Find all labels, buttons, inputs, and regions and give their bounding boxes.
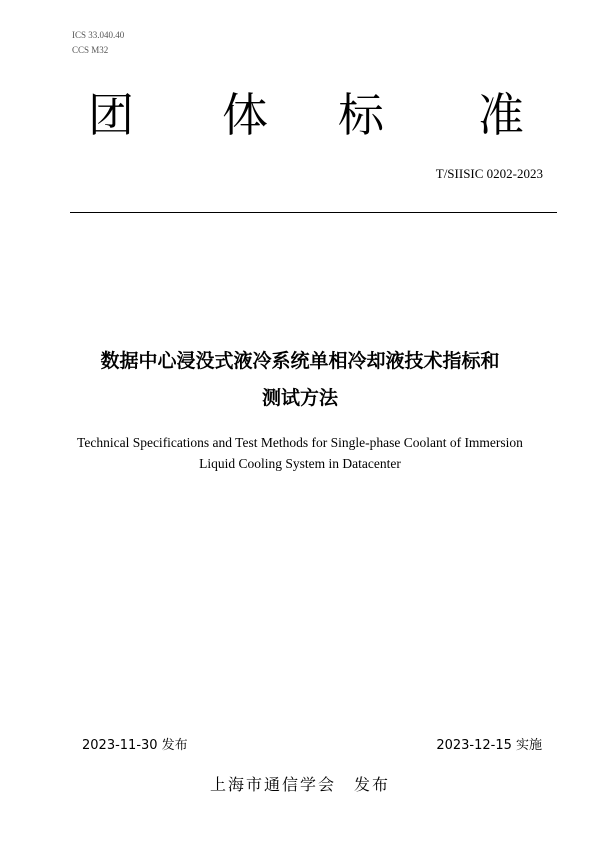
standard-code: T/SIISIC 0202-2023 [435,166,543,181]
publish-date: 2023-11-30 发布 [82,738,188,753]
implement-date: 2023-12-15 实施 [436,738,542,753]
title-cn-line2: 测试方法 [261,387,338,409]
ccs-code: CCS M32 [72,45,109,55]
title-en-line1: Technical Specifications and Test Methods for Single-phase Coolant of Immersion [77,435,523,450]
title-cn-line1: 数据中心浸没式液冷系统单相冷却液技术指标和 [100,350,500,372]
ics-code: ICS 33.040.40 [72,30,125,40]
standard-type-char-3: 标 [338,88,384,142]
publisher: 上海市通信学会 发布 [209,775,390,794]
standard-type-char-4: 准 [478,88,524,142]
standard-type-char-2: 体 [222,88,268,142]
standard-type-char-1: 团 [88,88,134,142]
title-en-line2: Liquid Cooling System in Datacenter [199,456,401,471]
header-divider [70,212,557,213]
